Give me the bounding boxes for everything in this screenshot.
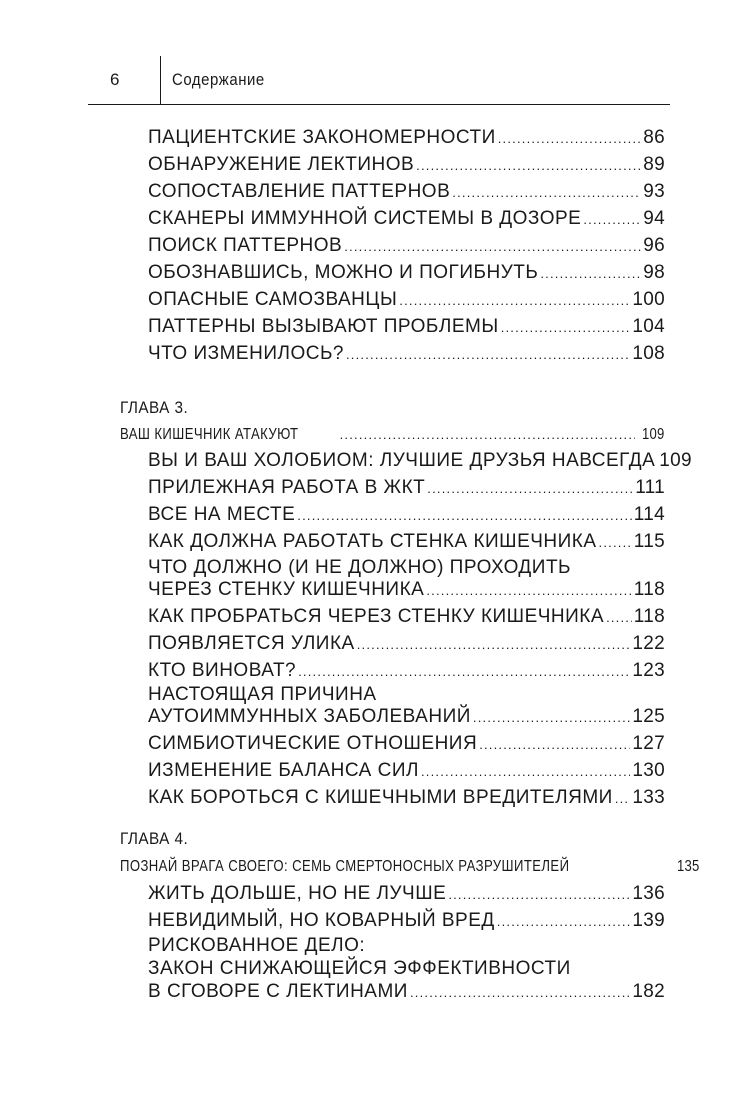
dot-leader: [501, 317, 631, 339]
toc-entry-title: ЧЕРЕЗ СТЕНКУ КИШЕЧНИКА: [148, 579, 425, 600]
dot-leader: [399, 290, 630, 312]
dot-leader: [479, 734, 630, 756]
toc-entry-title: ПРИЛЕЖНАЯ РАБОТА В ЖКТ: [148, 477, 426, 498]
chapter-page: 109: [642, 426, 665, 443]
chapter-title: ПОЗНАЙ ВРАГА СВОЕГО: СЕМЬ СМЕРТОНОСНЫХ РАЗРУШИТЕЛЕЙ: [120, 858, 570, 875]
toc-entry-title: КТО ВИНОВАТ?: [148, 660, 297, 681]
toc-entry-page: 136: [632, 883, 665, 904]
toc-entry-page: 98: [643, 262, 665, 283]
toc-entry-title: КАК ПРОБРАТЬСЯ ЧЕРЕЗ СТЕНКУ КИШЕЧНИКА: [148, 606, 605, 627]
toc-entry-page: 108: [632, 343, 665, 364]
toc-entry-page: 118: [633, 606, 665, 627]
chapter-label: ГЛАВА 4.: [120, 829, 189, 848]
toc-entry[interactable]: [148, 289, 665, 312]
header-rule: [88, 104, 670, 105]
toc-entry-page: 111: [635, 477, 665, 498]
toc-entry-title: ВСЕ НА МЕСТЕ: [148, 504, 296, 525]
toc-entry-title: ОБОЗНАВШИСЬ, МОЖНО И ПОГИБНУТЬ: [148, 262, 539, 283]
toc-entry[interactable]: [148, 883, 665, 906]
toc-entry[interactable]: [148, 343, 665, 366]
toc-entry-title: СОПОСТАВЛЕНИЕ ПАТТЕРНОВ: [148, 181, 451, 202]
toc-entry-title: ЧТО ИЗМЕНИЛОСЬ?: [148, 343, 344, 364]
toc-entry-title: ВЫ И ВАШ ХОЛОБИОМ: ЛУЧШИЕ ДРУЗЬЯ НАВСЕГДА: [148, 450, 656, 471]
dot-leader: [421, 761, 630, 783]
toc-entry[interactable]: [148, 910, 665, 933]
toc-entry-page: 182: [632, 981, 665, 1002]
toc-entry-page: 100: [632, 289, 665, 310]
dot-leader: [427, 478, 633, 500]
toc-entry-page: 115: [633, 531, 665, 552]
dot-leader: [298, 661, 630, 683]
header-divider-vertical: [160, 56, 161, 104]
toc-entry[interactable]: [148, 127, 665, 150]
dot-leader: [540, 263, 641, 285]
toc-entry-title: ПОИСК ПАТТЕРНОВ: [148, 235, 343, 256]
dot-leader: [498, 128, 642, 150]
toc-entry-page: 133: [632, 787, 665, 808]
page-number: 6: [110, 70, 120, 89]
toc-entry-title: СКАНЕРЫ ИММУННОЙ СИСТЕМЫ В ДОЗОРЕ: [148, 208, 582, 229]
toc-entry-page: 109: [659, 450, 692, 471]
toc-entry[interactable]: [148, 504, 665, 527]
toc-entry-page: 96: [643, 235, 665, 256]
toc-entry-page: 114: [633, 504, 665, 525]
toc-entry[interactable]: [148, 477, 665, 500]
toc-entry-title: В СГОВОРЕ С ЛЕКТИНАМИ: [148, 981, 408, 1002]
dot-leader: [473, 707, 630, 729]
dot-leader: [606, 607, 632, 629]
toc-entry-title-line: ЗАКОН СНИЖАЮЩЕЙСЯ ЭФФЕКТИВНОСТИ: [148, 958, 571, 979]
toc-entry-page: 123: [632, 660, 665, 681]
running-title: Содержание: [172, 70, 265, 89]
toc-entry[interactable]: [148, 579, 665, 602]
chapter-heading[interactable]: [120, 424, 665, 446]
running-header: [88, 56, 670, 106]
toc-entry[interactable]: [148, 262, 665, 285]
dot-leader: [583, 209, 641, 231]
toc-entry[interactable]: [148, 981, 665, 1004]
toc-entry-title: ОБНАРУЖЕНИЕ ЛЕКТИНОВ: [148, 154, 415, 175]
dot-leader: [346, 344, 630, 366]
toc-entry[interactable]: [148, 235, 665, 258]
dot-leader: [615, 788, 631, 810]
toc-entry-page: 118: [633, 579, 665, 600]
toc-entry-page: 94: [643, 208, 665, 229]
toc-entry-title-line: НАСТОЯЩАЯ ПРИЧИНА: [148, 684, 377, 705]
toc-entry-title: ПАЦИЕНТСКИЕ ЗАКОНОМЕРНОСТИ: [148, 127, 496, 148]
toc-entry-page: 122: [632, 633, 665, 654]
dot-leader: [297, 505, 632, 527]
toc-entry-title: КАК БОРОТЬСЯ С КИШЕЧНЫМИ ВРЕДИТЕЛЯМИ: [148, 787, 613, 808]
toc-entry[interactable]: [148, 660, 665, 683]
toc-entry-title-line: РИСКОВАННОЕ ДЕЛО:: [148, 935, 366, 956]
chapter-heading[interactable]: [120, 856, 700, 878]
toc-entry-page: 86: [643, 127, 665, 148]
dot-leader: [497, 911, 631, 933]
chapter-title: ВАШ КИШЕЧНИК АТАКУЮТ: [120, 426, 299, 443]
toc-entry[interactable]: [148, 154, 665, 177]
toc-entry-title: АУТОИММУННЫХ ЗАБОЛЕВАНИЙ: [148, 706, 471, 727]
toc-entry[interactable]: [148, 450, 692, 473]
toc-entry[interactable]: [148, 760, 665, 783]
toc-entry-title: ИЗМЕНЕНИЕ БАЛАНСА СИЛ: [148, 760, 419, 781]
toc-entry[interactable]: [148, 531, 665, 554]
toc-entry-page: 125: [632, 706, 665, 727]
toc-entry[interactable]: [148, 181, 665, 204]
toc-entry-title: СИМБИОТИЧЕСКИЕ ОТНОШЕНИЯ: [148, 733, 478, 754]
dot-leader: [410, 982, 630, 1004]
chapter-page: 135: [677, 858, 700, 875]
toc-entry-page: 93: [643, 181, 665, 202]
toc-entry[interactable]: [148, 706, 665, 729]
dot-leader: [344, 236, 641, 258]
dot-leader: [426, 580, 631, 602]
dot-leader: [340, 424, 636, 446]
dot-leader: [416, 155, 641, 177]
toc-entry-page: 89: [643, 154, 665, 175]
toc-entry[interactable]: [148, 633, 665, 656]
toc-entry-page: 104: [632, 316, 665, 337]
toc-entry-title: ОПАСНЫЕ САМОЗВАНЦЫ: [148, 289, 398, 310]
dot-leader: [448, 884, 630, 906]
dot-leader: [452, 182, 641, 204]
dot-leader: [357, 634, 631, 656]
chapter-label: ГЛАВА 3.: [120, 398, 189, 417]
toc-entry[interactable]: [148, 606, 665, 629]
toc-entry[interactable]: [148, 787, 665, 810]
toc-entry[interactable]: [148, 208, 665, 231]
dot-leader: [599, 532, 632, 554]
toc-entry-page: 130: [632, 760, 665, 781]
toc-entry-title: НЕВИДИМЫЙ, НО КОВАРНЫЙ ВРЕД: [148, 910, 495, 931]
toc-entry-title: ЖИТЬ ДОЛЬШЕ, НО НЕ ЛУЧШЕ: [148, 883, 447, 904]
toc-entry-page: 127: [632, 733, 665, 754]
toc-entry-title: ПОЯВЛЯЕТСЯ УЛИКА: [148, 633, 355, 654]
toc-entry[interactable]: [148, 733, 665, 756]
toc-entry-page: 139: [632, 910, 665, 931]
toc-entry-title: КАК ДОЛЖНА РАБОТАТЬ СТЕНКА КИШЕЧНИКА: [148, 531, 597, 552]
toc-entry[interactable]: [148, 316, 665, 339]
toc-entry-title: ПАТТЕРНЫ ВЫЗЫВАЮТ ПРОБЛЕМЫ: [148, 316, 499, 337]
toc-entry-title-line: ЧТО ДОЛЖНО (И НЕ ДОЛЖНО) ПРОХОДИТЬ: [148, 557, 572, 578]
